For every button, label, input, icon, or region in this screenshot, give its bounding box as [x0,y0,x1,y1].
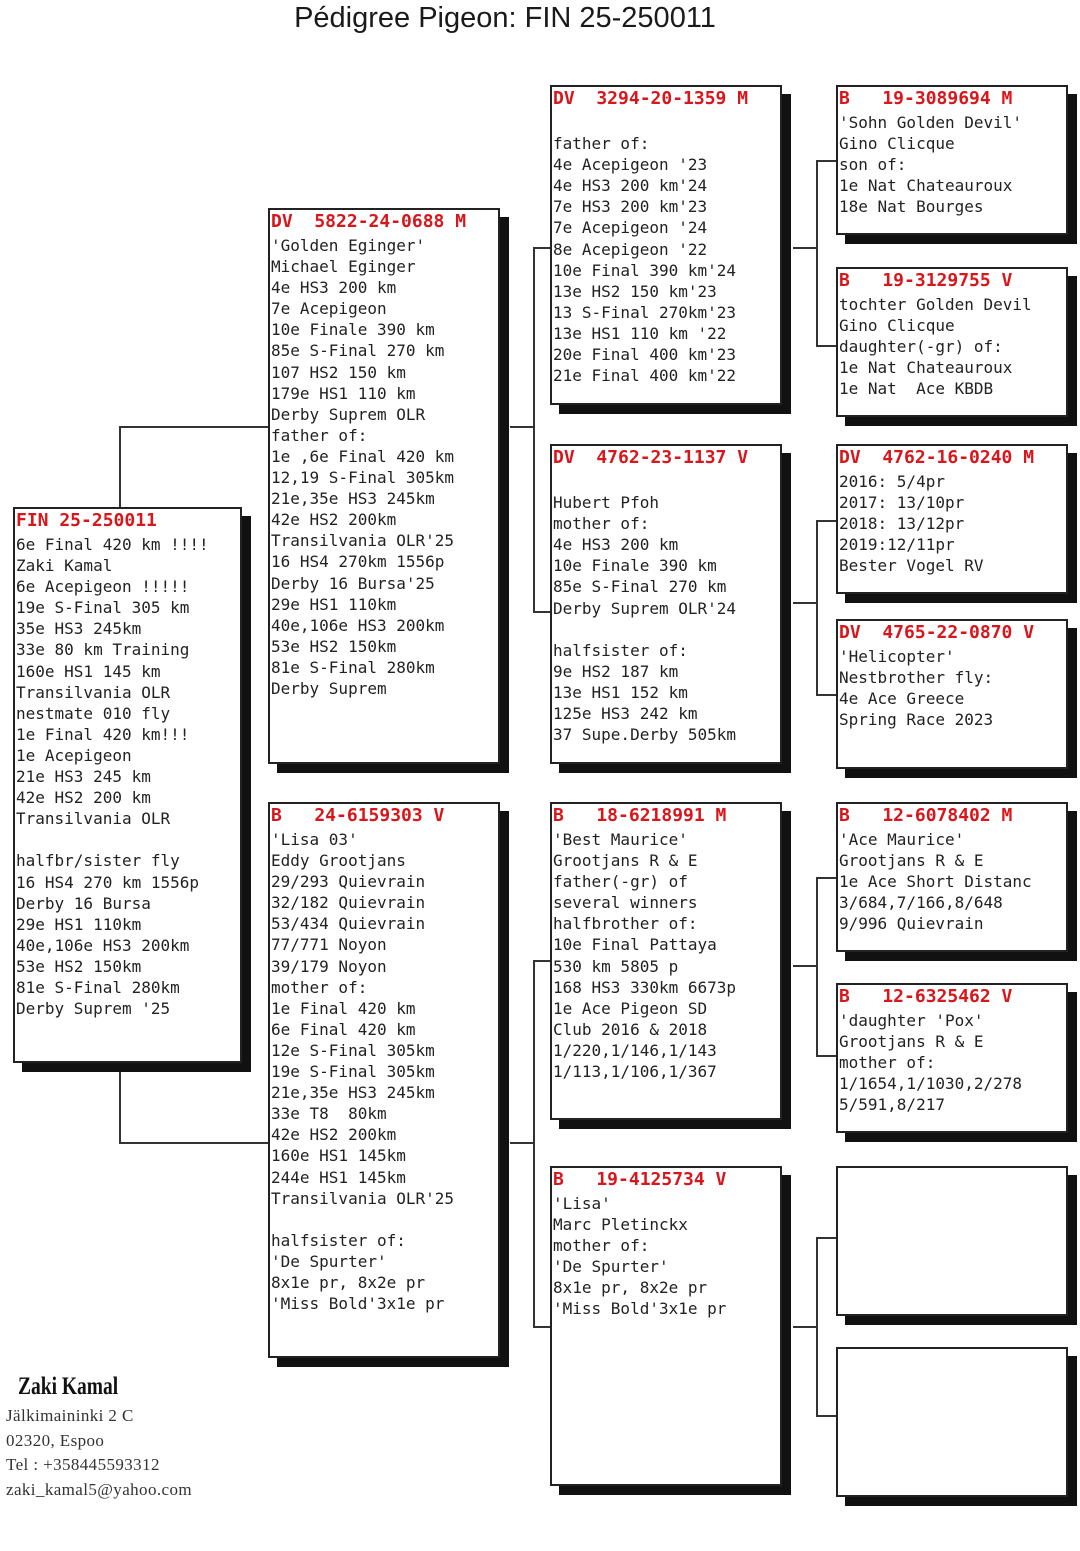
pedigree-line [553,112,780,133]
pedigree-line: 40e,106e HS3 200km [16,935,190,955]
pedigree-line: 10e Finale 390 km [553,556,717,576]
pedigree-line: 6e Acepigeon !!!!! [16,577,190,597]
connector-line [119,1142,269,1144]
connector-line [816,520,836,522]
connector-line [533,611,551,613]
pedigree-line: 81e S-Final 280km [16,977,180,997]
page-title: Pédigree Pigeon: FIN 25-250011 [294,2,716,34]
pedigree-line: 1e Ace Short Distanc [839,872,1032,892]
pedigree-line: 20e Final 400 km'23 [553,345,737,365]
ring-number: DV 4765-22-0870 V [839,622,1035,643]
pedigree-line: 125e HS3 242 km [553,704,698,724]
pedigree-line: 'De Spurter' [553,1257,669,1277]
pigeon-card-sire [268,208,500,764]
pedigree-line: 21e Final 400 km'22 [553,366,737,386]
pigeon-card-ds-sire [836,802,1068,952]
ring-number: DV 4762-16-0240 M [839,447,1035,468]
pedigree-line: 1e ,6e Final 420 km [271,446,455,466]
pedigree-line: Transilvania OLR'25 [271,531,455,551]
pedigree-line: 13e HS1 152 km [553,682,688,702]
pedigree-line: 1e Final 420 km [271,998,416,1018]
pedigree-line: Derby Suprem [271,678,387,698]
pedigree-line: 53e HS2 150km [271,636,397,656]
pedigree-line: 'Miss Bold'3x1e pr [271,1294,445,1314]
pedigree-line: 13e HS1 110 km '22 [553,323,727,343]
pedigree-line: 29e HS1 110km [271,594,397,614]
pigeon-card-sd-sire [836,444,1068,594]
pedigree-line: 6e Final 420 km !!!! [16,535,209,554]
pedigree-line: 7e Acepigeon [271,299,387,319]
pedigree-line: 530 km 5805 p [553,956,679,976]
pedigree-line: 29e HS1 110km [16,914,142,934]
pedigree-line: Transilvania OLR'25 [271,1188,455,1208]
pedigree-line [553,471,780,492]
ring-number: B 19-3089694 M [839,88,1013,109]
pedigree-line: 77/771 Noyon [271,935,387,955]
pedigree-line [271,1209,498,1230]
ring-number: DV 3294-20-1359 M [553,88,749,109]
ring-number: DV 5822-24-0688 M [271,211,467,232]
pedigree-line: 'Lisa 03' [271,830,358,849]
pedigree-line: 2016: 5/4pr [839,472,945,491]
pedigree-line: Grootjans R & E [839,851,984,871]
pedigree-line: 1e Nat Ace KBDB [839,379,994,399]
pedigree-line: 4e HS3 200 km'24 [553,176,708,196]
pedigree-line: 19e S-Final 305 km [16,598,190,618]
pedigree-line: daughter(-gr) of: [839,337,1003,357]
pedigree-line: 'Miss Bold'3x1e pr [553,1299,727,1319]
pigeon-card-dd-sire [836,1166,1068,1316]
pedigree-line: 'De Spurter' [271,1251,387,1271]
breeder-address: Jälkimaininki 2 C [6,1406,134,1425]
pedigree-line: Grootjans R & E [839,1032,984,1052]
pedigree-line: 21e,35e HS3 245km [271,1083,435,1103]
pigeon-card-sire-dam [550,444,782,764]
pedigree-line: Derby 16 Bursa'25 [271,573,435,593]
ring-number: B 24-6159303 V [271,805,445,826]
pedigree-line: Zaki Kamal [16,556,113,576]
pedigree-line: 8x1e pr, 8x2e pr [553,1278,708,1298]
pedigree-line: tochter Golden Devil [839,295,1032,314]
breeder-phone: Tel : +358445593312 [6,1455,160,1474]
connector-line [816,877,836,879]
pedigree-line: son of: [839,155,907,175]
pedigree-line: 2018: 13/12pr [839,514,965,534]
pedigree-line: 12,19 S-Final 305km [271,468,455,488]
connector-line [816,345,836,347]
pigeon-card-dam [268,802,500,1358]
pedigree-line: 13 S-Final 270km'23 [553,302,737,322]
pedigree-line: 1e Ace Pigeon SD [553,998,708,1018]
pedigree-line: father(-gr) of [553,872,688,892]
pedigree-line [553,619,780,640]
pedigree-line: 'Helicopter' [839,647,955,666]
pedigree-line: 'Lisa' [553,1194,611,1213]
pedigree-line: 1/113,1/106,1/367 [553,1062,717,1082]
connector-line [816,694,836,696]
pedigree-line: 8x1e pr, 8x2e pr [271,1272,426,1292]
pedigree-line: Club 2016 & 2018 [553,1019,708,1039]
breeder-city: 02320, Espoo [6,1430,105,1450]
pedigree-line: 16 HS4 270 km 1556p [16,872,200,892]
breeder-info [6,1370,192,1502]
pigeon-card-ss-sire [836,85,1068,235]
pedigree-line: 16 HS4 270km 1556p [271,552,445,572]
pedigree-line: several winners [553,893,698,913]
pedigree-line: 2017: 13/10pr [839,493,965,513]
pedigree-line: 7e Acepigeon '24 [553,218,708,238]
connector-line [510,1142,534,1144]
pedigree-line: Grootjans R & E [553,851,698,871]
ring-number: B 19-4125734 V [553,1169,727,1190]
pedigree-line: 160e HS1 145km [271,1146,406,1166]
pedigree-line: Michael Eginger [271,257,416,277]
connector-line [533,247,551,249]
pedigree-line: 1e Final 420 km!!! [16,724,190,744]
pedigree-line: 37 Supe.Derby 505km [553,725,737,745]
pedigree-line: mother of: [839,1053,936,1073]
pedigree-line: 29/293 Quievrain [271,872,426,892]
pedigree-line: mother of: [553,1236,650,1256]
pedigree-line: 85e S-Final 270 km [553,577,727,597]
pedigree-line: 6e Final 420 km [271,1019,416,1039]
pigeon-card-sire-sire [550,85,782,405]
breeder-email: zaki_kamal5@yahoo.com [6,1479,192,1499]
pedigree-line: 9/996 Quievrain [839,914,984,934]
pedigree-line: 10e Final 390 km'24 [553,260,737,280]
pedigree-line: Derby Suprem OLR [271,404,426,424]
connector-line [533,960,551,962]
pedigree-line: 3/684,7/166,8/648 [839,893,1003,913]
pedigree-line: 18e Nat Bourges [839,197,984,217]
connector-line [793,965,817,967]
connector-line [816,1415,836,1417]
pedigree-line: 42e HS2 200km [271,1125,397,1145]
connector-line [533,960,535,1328]
pedigree-line: 9e HS2 187 km [553,661,679,681]
pedigree-line: 19e S-Final 305km [271,1062,435,1082]
pedigree-line: 2019:12/11pr [839,535,955,555]
pedigree-line: Gino Clicque [839,316,955,336]
pedigree-line: 168 HS3 330km 6673p [553,977,737,997]
pedigree-line: 35e HS3 245km [16,619,142,639]
connector-line [119,426,269,428]
pedigree-line: Derby Suprem OLR'24 [553,598,737,618]
connector-line [816,1237,836,1239]
ring-number: B 12-6078402 M [839,805,1013,826]
pedigree-line: Spring Race 2023 [839,710,994,730]
pedigree-line: 160e HS1 145 km [16,661,161,681]
pedigree-line: Transilvania OLR [16,809,171,829]
pedigree-line: 10e Final Pattaya [553,935,717,955]
pedigree-line: father of: [553,134,650,154]
pedigree-line: 85e S-Final 270 km [271,341,445,361]
pedigree-line: Hubert Pfoh [553,493,659,513]
pedigree-line: 42e HS2 200 km [16,788,151,808]
pigeon-card-dam-sire [550,802,782,1120]
pedigree-line: Nestbrother fly: [839,668,994,688]
pedigree-line: 1e Nat Chateauroux [839,358,1013,378]
pigeon-card-dd-dam [836,1347,1068,1497]
pedigree-line: Eddy Grootjans [271,851,406,871]
pedigree-line: mother of: [553,514,650,534]
pedigree-line: mother of: [271,977,368,997]
connector-line [816,877,818,1057]
pedigree-line: Gino Clicque [839,134,955,154]
pedigree-line: 'Ace Maurice' [839,830,965,849]
pigeon-card-subject [13,507,242,1063]
connector-line [793,602,817,604]
pedigree-line: 21e,35e HS3 245km [271,489,435,509]
pedigree-line: nestmate 010 fly [16,703,171,723]
pedigree-line: 4e HS3 200 km [553,535,679,555]
pedigree-line: halfsister of: [271,1230,406,1250]
ring-number: B 19-3129755 V [839,270,1013,291]
pedigree-line: 4e Ace Greece [839,689,965,709]
connector-line [816,520,818,696]
pedigree-line: 107 HS2 150 km [271,362,406,382]
pedigree-line: halfbr/sister fly [16,851,180,871]
pigeon-card-ss-dam [836,267,1068,417]
pedigree-line: 12e S-Final 305km [271,1040,435,1060]
connector-line [533,247,535,613]
pedigree-line: 5/591,8/217 [839,1095,945,1115]
pedigree-line: 244e HS1 145km [271,1167,406,1187]
pedigree-line: 10e Finale 390 km [271,320,435,340]
pedigree-line: 1/220,1/146,1/143 [553,1040,717,1060]
connector-line [793,247,817,249]
ring-number: DV 4762-23-1137 V [553,447,749,468]
pedigree-line: father of: [271,425,368,445]
connector-line [816,160,818,347]
connector-line [533,1326,551,1328]
ring-number: B 18-6218991 M [553,805,727,826]
pigeon-card-sd-dam [836,619,1068,769]
pedigree-line: 32/182 Quievrain [271,893,426,913]
pedigree-line: 4e HS3 200 km [271,278,397,298]
connector-line [816,1055,836,1057]
pedigree-line [16,829,240,850]
pedigree-line: 'Golden Eginger' [271,236,426,255]
pedigree-line: 4e Acepigeon '23 [553,155,708,175]
pedigree-line: 'Sohn Golden Devil' [839,113,1023,132]
pedigree-line: 21e HS3 245 km [16,767,151,787]
ring-number: FIN 25-250011 [16,510,157,531]
pedigree-line: 42e HS2 200km [271,510,397,530]
pedigree-line: 1/1654,1/1030,2/278 [839,1074,1023,1094]
pedigree-line: 33e T8 80km [271,1104,387,1124]
pedigree-line: Marc Pletinckx [553,1215,688,1235]
pedigree-line: Derby 16 Bursa [16,893,151,913]
pedigree-line: 8e Acepigeon '22 [553,239,708,259]
breeder-name: Zaki Kamal [18,1373,119,1400]
pedigree-line: 81e S-Final 280km [271,657,435,677]
pedigree-line: Transilvania OLR [16,682,171,702]
pigeon-card-ds-dam [836,983,1068,1133]
pedigree-line: halfbrother of: [553,914,698,934]
pedigree-line: 53/434 Quievrain [271,914,426,934]
pedigree-line: 40e,106e HS3 200km [271,615,445,635]
pedigree-line: Derby Suprem '25 [16,999,171,1019]
connector-line [793,1326,817,1328]
pedigree-line: 33e 80 km Training [16,640,190,660]
pedigree-line: halfsister of: [553,640,688,660]
ring-number: B 12-6325462 V [839,986,1013,1007]
pedigree-line: Bester Vogel RV [839,556,984,576]
pedigree-line: 53e HS2 150km [16,956,142,976]
pedigree-line: 39/179 Noyon [271,956,387,976]
connector-line [816,160,836,162]
pedigree-line: 1e Acepigeon [16,745,132,765]
pedigree-line: 13e HS2 150 km'23 [553,281,717,301]
pigeon-card-dam-dam [550,1166,782,1486]
connector-line [816,1237,818,1417]
pedigree-line: 'daughter 'Pox' [839,1011,984,1030]
connector-line [510,426,534,428]
pedigree-line: 179e HS1 110 km [271,383,416,403]
pedigree-line: 7e HS3 200 km'23 [553,197,708,217]
pedigree-line: 1e Nat Chateauroux [839,176,1013,196]
pedigree-line: 'Best Maurice' [553,830,688,849]
